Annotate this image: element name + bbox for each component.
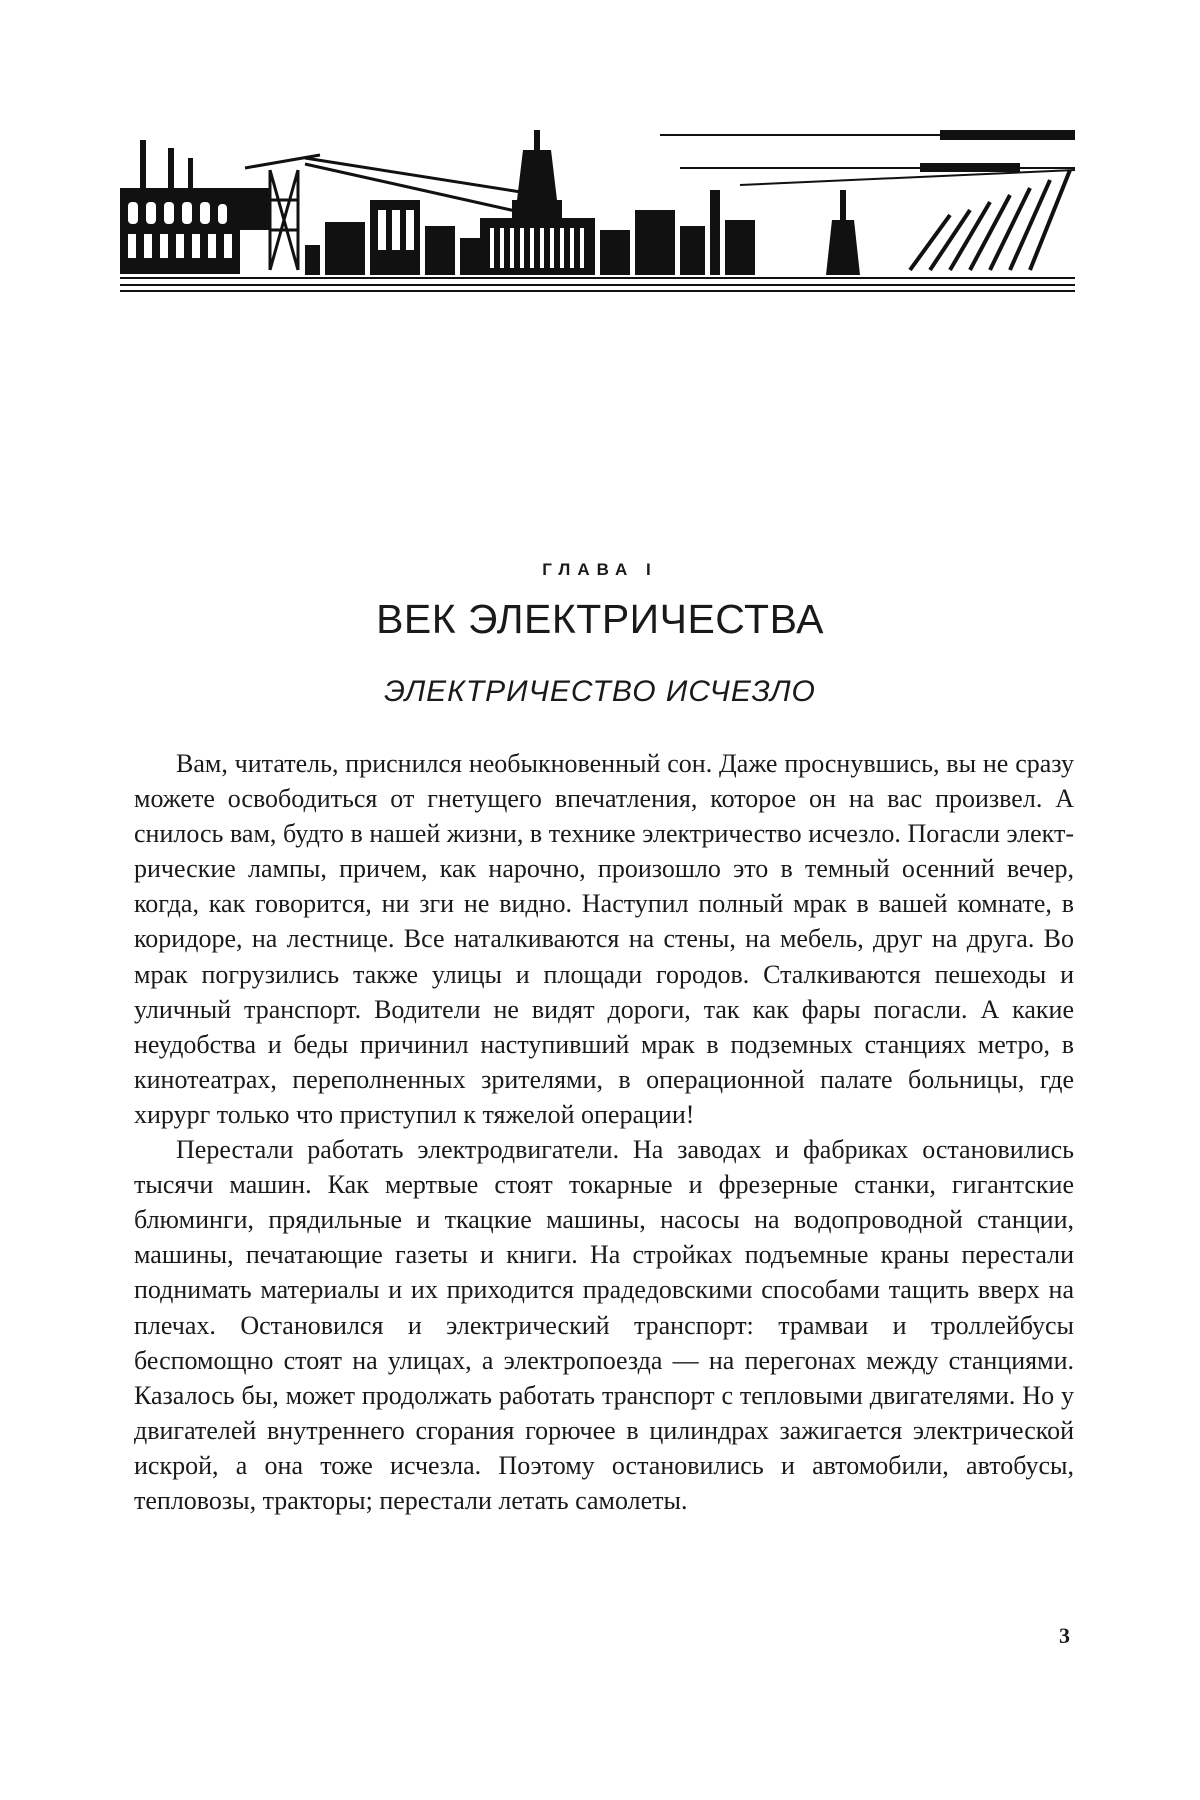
industrial-skyline-illustration	[120, 130, 1075, 295]
section-title: ЭЛЕКТРИЧЕСТВО ИСЧЕЗЛО	[0, 675, 1200, 709]
page-number: 3	[1059, 1623, 1070, 1649]
body-text	[134, 746, 1074, 1518]
chapter-title: ВЕК ЭЛЕКТРИЧЕСТВА	[0, 596, 1200, 643]
paragraph: Вам, читатель, приснился необыкновенный сон. Даже про­снувшись, вы не сразу можете освободиться от гнетущего впе­чатления, которое он на вас произвел. А снилось вам, будто в нашей жизни, в технике электричество исчезло. Погасли элект­рические лампы, причем, как нарочно, произошло это в темный осенний вечер, когда, как говорится, ни зги не видно. Наступил полный мрак в вашей комнате, в коридоре, на лестнице. Все на­талкиваются на стены, на мебель, друг на друга. Во мрак погру­зились также улицы и площади городов. Сталкиваются пешехо­ды и уличный транспорт. Водители не видят дороги, так как фа­ры погасли. А какие неудобства и беды причинил наступивший мрак в подземных станциях метро, в кинотеатрах, переполненных зрителями, в операционной палате больницы, где хирург только что приступил к тяжелой операции!	[134, 746, 1074, 1132]
paragraph: Перестали работать электродвигатели. На заводах и фабри­ках остановились тысячи машин. Как мертвые стоят токарные и фрезерные станки, гигантские блюминги, прядильные и ткацкие машины, насосы на водопроводной станции, машины, печатаю­щие газеты и книги. На стройках подъемные краны перестали поднимать материалы и их приходится прадедовскими способами тащить вверх на плечах. Остановился и электрический транс­порт: трамваи и троллейбусы беспомощно стоят на улицах, а электропоезда — на перегонах между станциями. Казалось бы, может продолжать работать транспорт с тепловыми двигате­лями. Но у двигателей внутреннего сгорания горючее в цилинд­рах зажигается электрической искрой, а она тоже исчезла. По­этому остановились и автомобили, автобусы, тепловозы, тракто­ры; перестали летать самолеты.	[134, 1132, 1074, 1518]
book-page	[0, 0, 1200, 1800]
chapter-label: ГЛАВА I	[0, 560, 1200, 580]
